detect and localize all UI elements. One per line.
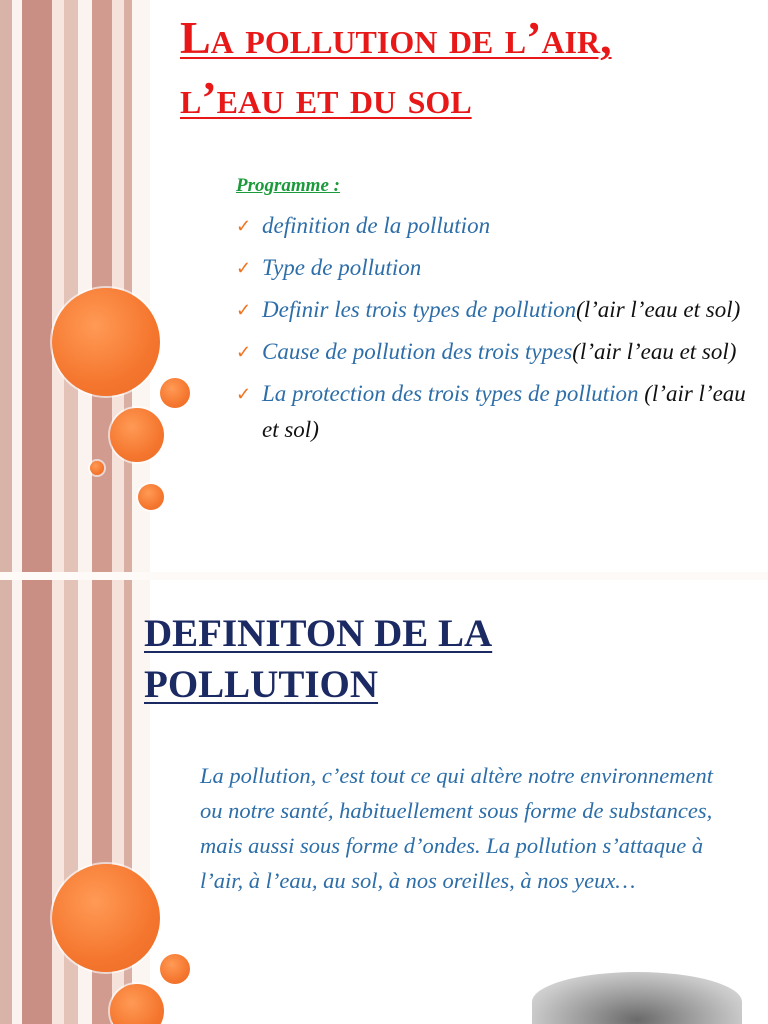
list-item-text: Definir les trois types de pollution (262, 297, 577, 322)
list-item (236, 292, 756, 328)
definition-paragraph: La pollution, c’est tout ce qui altère notre environnement ou notre santé, habituellement sous forme de substances, mais aussi sous forme d’ondes. La pollution s’attaque à l’air, à l’eau, au sol, à nos oreilles, à nos yeux… (200, 763, 714, 893)
decorative-circle (110, 984, 164, 1024)
decorative-circle (90, 461, 104, 475)
stripe-decoration (0, 0, 150, 572)
list-item-extra: (l’air l’eau et sol) (576, 297, 741, 322)
decorative-circle (138, 484, 164, 510)
list-item (236, 208, 756, 244)
pollution-photo (532, 972, 742, 1024)
list-item (236, 250, 756, 286)
checkmark-icon: ✓ (236, 258, 252, 278)
slide-title: La pollution de l’air, l’eau et du sol (180, 12, 612, 123)
program-list (236, 208, 756, 454)
list-item-text: Cause de pollution des trois types (262, 339, 573, 364)
checkmark-icon: ✓ (236, 216, 252, 236)
decorative-circle (160, 378, 190, 408)
checkmark-icon: ✓ (236, 342, 252, 362)
list-item-text: definition de la pollution (262, 213, 491, 238)
list-item (236, 334, 756, 370)
checkmark-icon: ✓ (236, 300, 252, 320)
list-item-text: Type de pollution (262, 255, 422, 280)
slide-separator (0, 572, 768, 580)
slide-2 (0, 580, 768, 1024)
decorative-circle (110, 408, 164, 462)
list-item-extra: (l’air l’eau et sol) (262, 381, 746, 442)
list-item (236, 376, 756, 448)
decorative-circle (160, 954, 190, 984)
decorative-circle (52, 864, 160, 972)
program-label: Programme : (236, 175, 340, 196)
list-item-extra: (l’air l’eau et sol) (572, 339, 737, 364)
list-item-text: La protection des trois types de pollution (262, 381, 645, 406)
checkmark-icon: ✓ (236, 384, 252, 404)
slide-title: DEFINITON DE LA POLLUTION (144, 612, 493, 706)
decorative-circle (52, 288, 160, 396)
